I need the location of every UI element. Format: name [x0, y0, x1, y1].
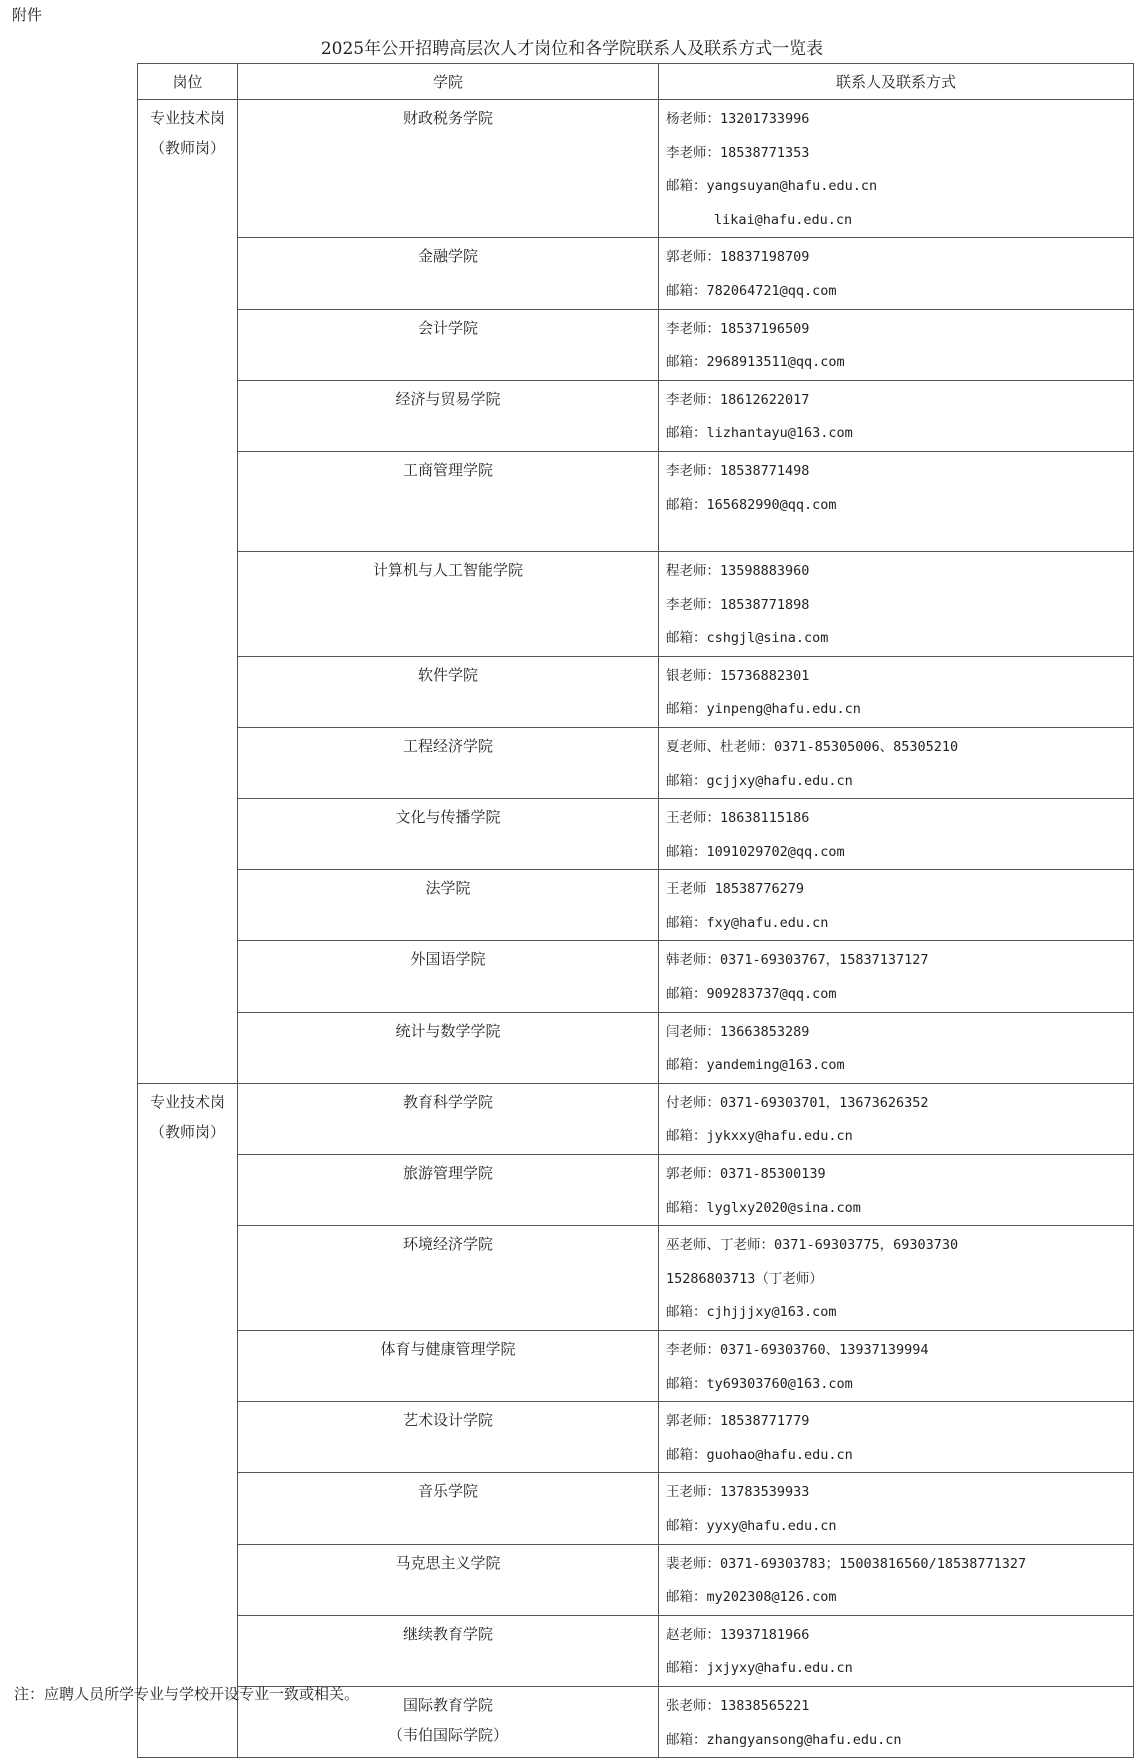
- contact-table: [137, 63, 1134, 1758]
- college-name: （韦伯国际学院）: [387, 1725, 508, 1744]
- college-name: 继续教育学院: [402, 1624, 493, 1643]
- table-row: [138, 1473, 1134, 1544]
- table-row: [138, 1155, 1134, 1226]
- college-cell: [238, 799, 659, 870]
- contact-line: 郭老师：0371-85300139: [666, 1166, 826, 1183]
- college-name: 法学院: [425, 879, 471, 898]
- contact-line: 邮箱：cshgjl@sina.com: [666, 630, 829, 647]
- college-cell: [238, 941, 659, 1012]
- contact-cell: [659, 799, 1134, 870]
- table-row: [138, 1012, 1134, 1083]
- header-position: 岗位: [138, 64, 238, 100]
- contact-cell: [659, 1155, 1134, 1226]
- contact-cell: [659, 1226, 1134, 1331]
- contact-cell: [659, 656, 1134, 727]
- contact-line: 李老师：18538771498: [666, 462, 810, 479]
- contact-line: 邮箱：cjhjjjxy@163.com: [666, 1304, 837, 1321]
- college-cell: [238, 727, 659, 798]
- contact-cell: [659, 941, 1134, 1012]
- contact-line: 裴老师：0371-69303783；15003816560/18538771327: [666, 1555, 1027, 1572]
- college-cell: [238, 1083, 659, 1154]
- contact-cell: [659, 551, 1134, 656]
- college-cell: [238, 309, 659, 380]
- college-cell: [238, 380, 659, 451]
- table-row: [138, 1544, 1134, 1615]
- table-row: [138, 380, 1134, 451]
- college-cell: [238, 100, 659, 238]
- contact-line: 邮箱：my202308@126.com: [666, 1589, 837, 1606]
- contact-line: 张老师：13838565221: [666, 1697, 810, 1714]
- position-text: 专业技术岗: [149, 109, 225, 127]
- contact-line: 王老师：18638115186: [666, 810, 810, 827]
- page-title: 2025年公开招聘高层次人才岗位和各学院联系人及联系方式一览表: [320, 39, 824, 59]
- contact-line: 邮箱：fxy@hafu.edu.cn: [666, 914, 829, 931]
- table-row: [138, 1402, 1134, 1473]
- contact-cell: [659, 380, 1134, 451]
- position-text: （教师岗）: [149, 139, 225, 157]
- college-cell: [238, 870, 659, 941]
- contact-cell: [659, 309, 1134, 380]
- table-header-row: [138, 64, 1134, 100]
- college-name: 经济与贸易学院: [395, 389, 501, 408]
- position-cell: [138, 1083, 238, 1757]
- contact-line: 邮箱：165682990@qq.com: [666, 496, 837, 513]
- contact-line: likai@hafu.edu.cn: [714, 211, 853, 228]
- table-row: [138, 1615, 1134, 1686]
- college-name: 工程经济学院: [402, 736, 493, 755]
- table-row: [138, 799, 1134, 870]
- contact-line: 15286803713（丁老师）: [666, 1270, 823, 1287]
- contact-line: 巫老师、丁老师：0371-69303775，69303730: [666, 1237, 959, 1254]
- table-row: [138, 941, 1134, 1012]
- contact-line: 邮箱：ty69303760@163.com: [666, 1375, 853, 1392]
- contact-line: 邮箱：lizhantayu@163.com: [666, 425, 853, 442]
- contact-cell: [659, 1544, 1134, 1615]
- contact-cell: [659, 1473, 1134, 1544]
- college-cell: [238, 451, 659, 551]
- college-name: 艺术设计学院: [402, 1411, 493, 1430]
- college-name: 软件学院: [417, 665, 478, 684]
- table-row: [138, 727, 1134, 798]
- table-row: [138, 238, 1134, 309]
- college-cell: [238, 551, 659, 656]
- table-row: [138, 309, 1134, 380]
- college-cell: [238, 1331, 659, 1402]
- college-name: 旅游管理学院: [402, 1164, 493, 1183]
- table-row: [138, 1226, 1134, 1331]
- college-name: 统计与数学学院: [395, 1021, 501, 1040]
- college-cell: [238, 1544, 659, 1615]
- college-cell: [238, 1226, 659, 1331]
- contact-line: 李老师：0371-69303760、13937139994: [666, 1342, 929, 1358]
- contact-line: 邮箱：yangsuyan@hafu.edu.cn: [666, 178, 878, 195]
- contact-line: 王老师 18538776279: [666, 881, 805, 898]
- college-cell: [238, 656, 659, 727]
- contact-cell: [659, 1615, 1134, 1686]
- contact-line: 邮箱：782064721@qq.com: [666, 282, 837, 299]
- contact-line: 程老师：13598883960: [666, 562, 810, 579]
- contact-line: 邮箱：2968913511@qq.com: [666, 354, 845, 371]
- contact-cell: [659, 1402, 1134, 1473]
- header-college: 学院: [238, 64, 659, 100]
- college-name: 外国语学院: [410, 950, 486, 969]
- college-name: 体育与健康管理学院: [380, 1340, 516, 1358]
- position-cell: [138, 100, 238, 1084]
- contact-line: 邮箱：yinpeng@hafu.edu.cn: [666, 701, 861, 718]
- table-row: [138, 656, 1134, 727]
- contact-cell: [659, 100, 1134, 238]
- contact-line: 李老师：18612622017: [666, 391, 810, 408]
- contact-line: 杨老师：13201733996: [666, 111, 810, 127]
- college-cell: [238, 1402, 659, 1473]
- contact-line: 邮箱：lyglxy2020@sina.com: [666, 1199, 861, 1216]
- college-name: 金融学院: [417, 247, 478, 266]
- contact-cell: [659, 238, 1134, 309]
- college-cell: [238, 238, 659, 309]
- attachment-label: 附件: [12, 6, 43, 24]
- contact-line: 邮箱：jykxxy@hafu.edu.cn: [666, 1128, 853, 1145]
- contact-line: 银老师：15736882301: [666, 667, 810, 684]
- position-text: （教师岗）: [149, 1122, 225, 1141]
- college-name: 环境经济学院: [402, 1235, 493, 1254]
- contact-line: 邮箱：yyxy@hafu.edu.cn: [666, 1517, 837, 1534]
- college-name: 教育科学学院: [402, 1092, 493, 1111]
- table-row: [138, 1083, 1134, 1154]
- table-row: [138, 1331, 1134, 1402]
- contact-line: 李老师：18537196509: [666, 320, 810, 337]
- contact-line: 付老师：0371-69303701，13673626352: [666, 1094, 929, 1111]
- contact-line: 邮箱：gcjjxy@hafu.edu.cn: [666, 772, 853, 789]
- college-cell: [238, 1155, 659, 1226]
- contact-line: 闫老师：13663853289: [666, 1023, 810, 1040]
- contact-line: 王老师：13783539933: [666, 1484, 810, 1501]
- position-text: 专业技术岗: [149, 1092, 225, 1111]
- contact-line: 邮箱：guohao@hafu.edu.cn: [666, 1446, 853, 1463]
- contact-line: 赵老师：13937181966: [666, 1626, 810, 1643]
- footnote: 注：应聘人员所学专业与学校开设专业一致或相关。: [14, 1685, 360, 1703]
- college-name: 文化与传播学院: [395, 808, 501, 827]
- contact-line: 夏老师、杜老师：0371-85305006、85305210: [666, 738, 959, 755]
- contact-cell: [659, 727, 1134, 798]
- table-row: [138, 870, 1134, 941]
- college-name: 音乐学院: [417, 1482, 478, 1501]
- college-cell: [238, 1473, 659, 1544]
- college-name: 计算机与人工智能学院: [372, 560, 523, 579]
- contact-line: 李老师：18538771898: [666, 596, 810, 613]
- contact-line: 邮箱：jxjyxy@hafu.edu.cn: [666, 1660, 853, 1677]
- contact-cell: [659, 1012, 1134, 1083]
- header-contacts: 联系人及联系方式: [659, 64, 1134, 100]
- contact-cell: [659, 870, 1134, 941]
- contact-line: 李老师：18538771353: [666, 144, 810, 161]
- contact-cell: [659, 1686, 1134, 1757]
- contact-line: 郭老师：18837198709: [666, 249, 810, 266]
- contact-line: 邮箱：zhangyansong@hafu.edu.cn: [666, 1731, 902, 1748]
- contact-line: 郭老师：18538771779: [666, 1413, 810, 1430]
- contact-cell: [659, 451, 1134, 551]
- college-cell: [238, 1615, 659, 1686]
- contact-line: 邮箱：yandeming@163.com: [666, 1057, 845, 1074]
- contact-line: 韩老师：0371-69303767，15837137127: [666, 952, 929, 969]
- college-cell: [238, 1012, 659, 1083]
- table-row: [138, 451, 1134, 551]
- contact-cell: [659, 1331, 1134, 1402]
- contact-line: 邮箱：1091029702@qq.com: [666, 843, 845, 860]
- table-row: [138, 551, 1134, 656]
- college-name: 财政税务学院: [402, 109, 493, 127]
- college-name: 工商管理学院: [402, 460, 493, 479]
- contact-line: 邮箱：909283737@qq.com: [666, 986, 837, 1003]
- college-name: 国际教育学院: [402, 1695, 493, 1714]
- contact-cell: [659, 1083, 1134, 1154]
- table-row: [138, 100, 1134, 238]
- college-name: 马克思主义学院: [395, 1553, 501, 1572]
- college-name: 会计学院: [417, 318, 478, 337]
